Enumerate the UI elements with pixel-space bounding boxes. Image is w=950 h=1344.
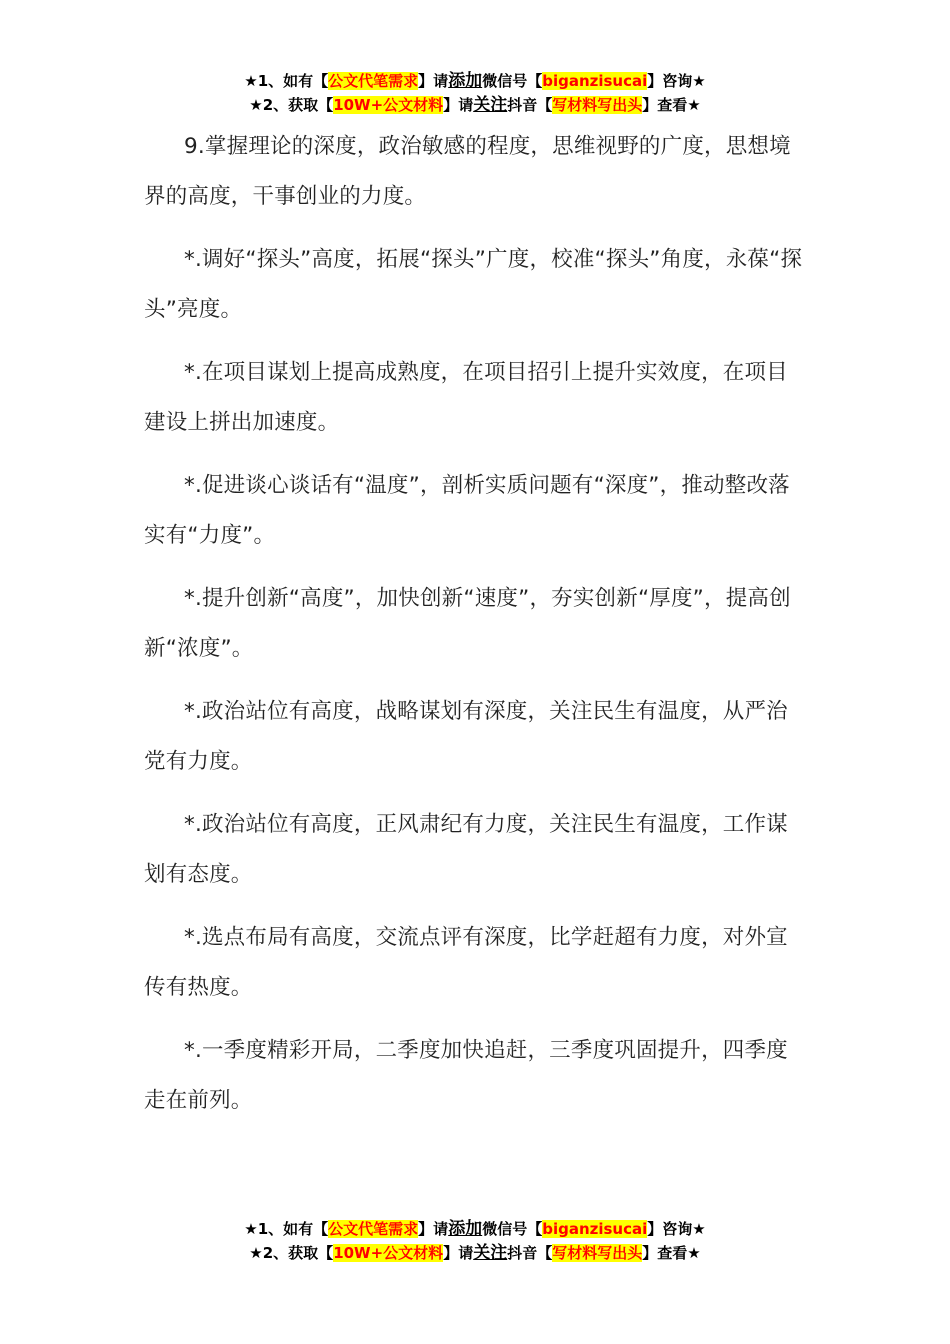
banner-text: 抖音【 [507,96,553,114]
banner-text: ★2、获取【 [249,1244,334,1262]
banner-emphasis: 添加 [448,1219,483,1239]
banner-text: 微信号【 [482,1220,543,1238]
paragraph: *.调好“探头”高度，拓展“探头”广度，校准“探头”角度，永葆“探头”亮度。 [144,247,803,322]
paragraph: *.促进谈心谈话有“温度”，剖析实质问题有“深度”，推动整改落实有“力度”。 [144,473,790,548]
banner-emphasis: 关注 [473,95,508,115]
header-banner [0,69,950,117]
banner-emphasis: 关注 [473,1243,508,1263]
paragraph: *.政治站位有高度，战略谋划有深度，关注民生有温度，从严治党有力度。 [144,699,788,774]
banner-text: 】请 [443,96,474,114]
banner-text: 】咨询★ [647,1220,706,1238]
banner-highlight: 10W+公文材料 [333,1244,444,1262]
paragraph: *.一季度精彩开局，二季度加快追赶，三季度巩固提升，四季度走在前列。 [144,1038,788,1113]
banner-text: 抖音【 [507,1244,553,1262]
banner-highlight: biganzisucai [542,72,648,90]
banner-line-2 [0,1241,950,1265]
banner-text: 】请 [418,1220,449,1238]
paragraph: *.选点布局有高度，交流点评有深度，比学赶超有力度，对外宣传有热度。 [144,925,788,1000]
banner-highlight: 写材料写出头 [552,1244,643,1262]
banner-highlight: 公文代笔需求 [328,72,419,90]
banner-highlight: biganzisucai [542,1220,648,1238]
paragraph: 9.掌握理论的深度，政治敏感的程度，思维视野的广度，思想境界的高度，干事创业的力度。 [144,134,791,209]
banner-highlight: 公文代笔需求 [328,1220,419,1238]
banner-text: ★2、获取【 [249,96,334,114]
banner-emphasis: 添加 [448,71,483,91]
footer-banner [0,1217,950,1265]
banner-text: 】查看★ [642,96,701,114]
banner-text: ★1、如有【 [244,1220,329,1238]
banner-text: 】查看★ [642,1244,701,1262]
banner-highlight: 写材料写出头 [552,96,643,114]
banner-text: 】请 [443,1244,474,1262]
banner-line-1 [0,69,950,93]
document-body [144,122,808,1139]
banner-text: 】请 [418,72,449,90]
banner-line-2 [0,93,950,117]
paragraph: *.在项目谋划上提高成熟度，在项目招引上提升实效度，在项目建设上拼出加速度。 [144,360,788,435]
banner-text: 微信号【 [482,72,543,90]
banner-text: ★1、如有【 [244,72,329,90]
paragraph: *.提升创新“高度”，加快创新“速度”，夯实创新“厚度”，提高创新“浓度”。 [144,586,791,661]
paragraph: *.政治站位有高度，正风肃纪有力度，关注民生有温度，工作谋划有态度。 [144,812,788,887]
banner-highlight: 10W+公文材料 [333,96,444,114]
banner-line-1 [0,1217,950,1241]
banner-text: 】咨询★ [647,72,706,90]
